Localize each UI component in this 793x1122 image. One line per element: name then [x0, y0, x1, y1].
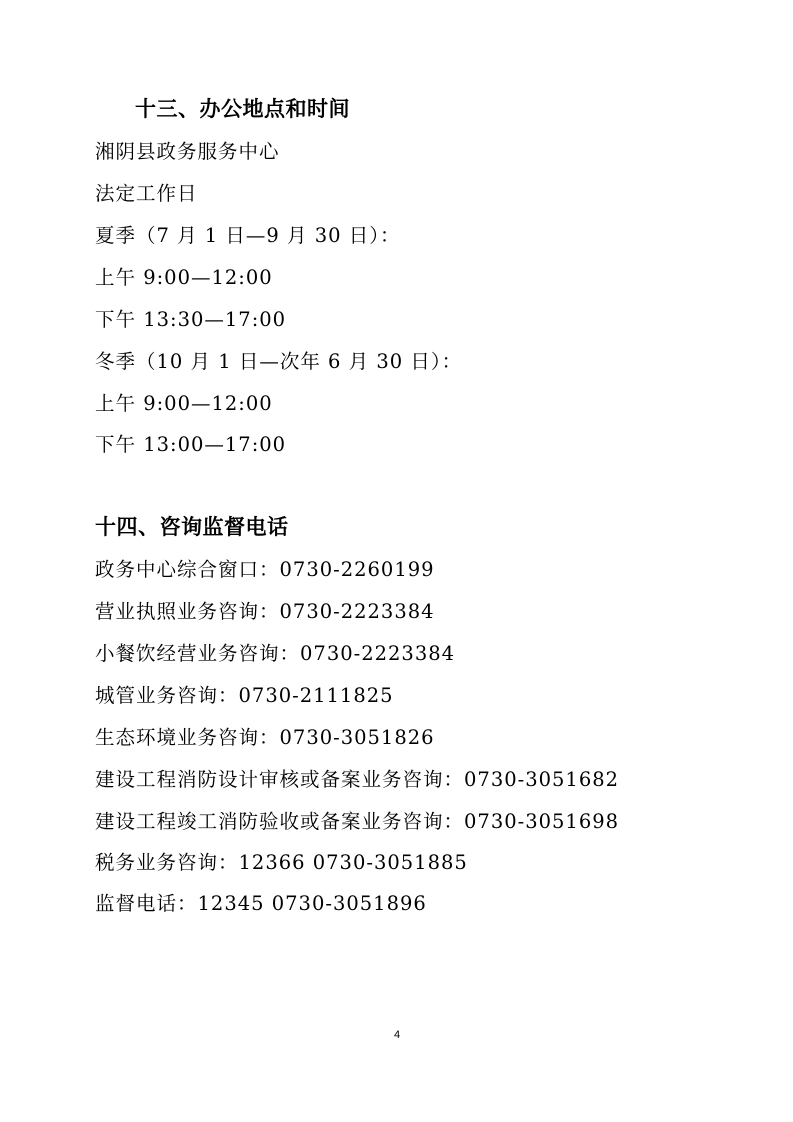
winter-morning-hours: 上午 9:00—12:00: [95, 392, 273, 415]
summer-afternoon-hours: 下午 13:30—17:00: [95, 308, 287, 331]
summer-season-line: 夏季（7 月 1 日—9 月 30 日）：: [95, 224, 401, 247]
workday-line: 法定工作日: [95, 182, 198, 205]
phone-line-business-license: 营业执照业务咨询：0730-2223384: [95, 600, 435, 623]
section-14-heading: 十四、咨询监督电话: [95, 515, 289, 539]
phone-line-urban-management: 城管业务咨询：0730-2111825: [95, 684, 394, 707]
winter-afternoon-hours: 下午 13:00—17:00: [95, 433, 287, 456]
office-location-line: 湘阴县政务服务中心: [95, 140, 280, 163]
summer-morning-hours: 上午 9:00—12:00: [95, 266, 273, 289]
phone-line-small-catering: 小餐饮经营业务咨询：0730-2223384: [95, 642, 456, 665]
winter-season-line: 冬季（10 月 1 日—次年 6 月 30 日）：: [95, 350, 463, 373]
page-number: 4: [393, 1029, 401, 1041]
section-13-heading: 十三、办公地点和时间: [135, 97, 350, 121]
phone-line-ecology-environment: 生态环境业务咨询：0730-3051826: [95, 726, 435, 749]
phone-line-tax: 税务业务咨询：12366 0730-3051885: [95, 851, 468, 874]
phone-line-fire-acceptance: 建设工程竣工消防验收或备案业务咨询：0730-3051698: [95, 810, 620, 833]
phone-line-fire-design-review: 建设工程消防设计审核或备案业务咨询：0730-3051682: [95, 768, 620, 791]
phone-line-supervision: 监督电话：12345 0730-3051896: [95, 892, 427, 915]
phone-line-service-window: 政务中心综合窗口：0730-2260199: [95, 558, 435, 581]
